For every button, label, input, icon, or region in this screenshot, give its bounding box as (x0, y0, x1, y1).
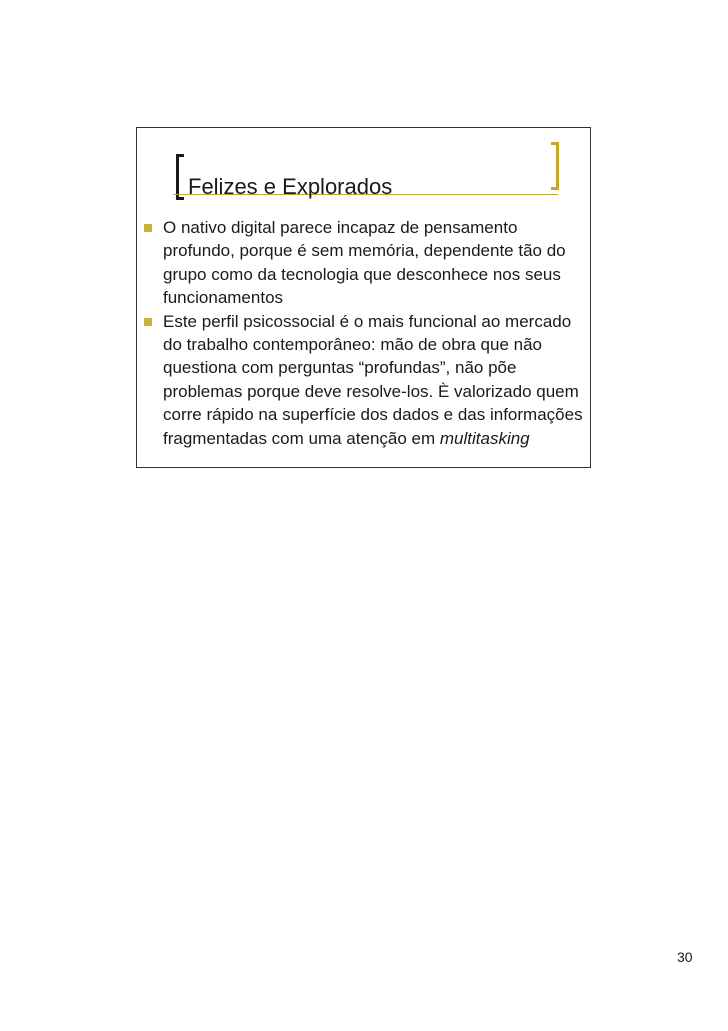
bullet-item-2 (143, 310, 588, 450)
bullet-item-1 (143, 216, 588, 310)
square-bullet-icon (144, 224, 152, 232)
page-number: 30 (677, 949, 693, 965)
square-bullet-icon (144, 318, 152, 326)
bullet-text-1: O nativo digital parece incapaz de pensamento profundo, porque é sem memória, dependente tão do grupo como da tecnologia que desconhece nos seus funcionamentos (163, 218, 566, 308)
slide-title: Felizes e Explorados (188, 174, 393, 199)
slide-frame (136, 127, 591, 468)
bullet-text-2-italic: multitasking (439, 428, 530, 448)
bullet-text-2: Este perfil psicossocial é o mais funcional ao mercado do trabalho contemporâneo: mão de obra que não questiona com perguntas “profundas”, não põe problemas porque deve resolve-los. È valorizado quem corre rápido na superfície dos dados e das informações fragmentadas com uma atenção em (163, 311, 583, 448)
title-area (173, 142, 563, 204)
right-bracket-decoration (551, 142, 559, 190)
slide-body (143, 216, 588, 450)
